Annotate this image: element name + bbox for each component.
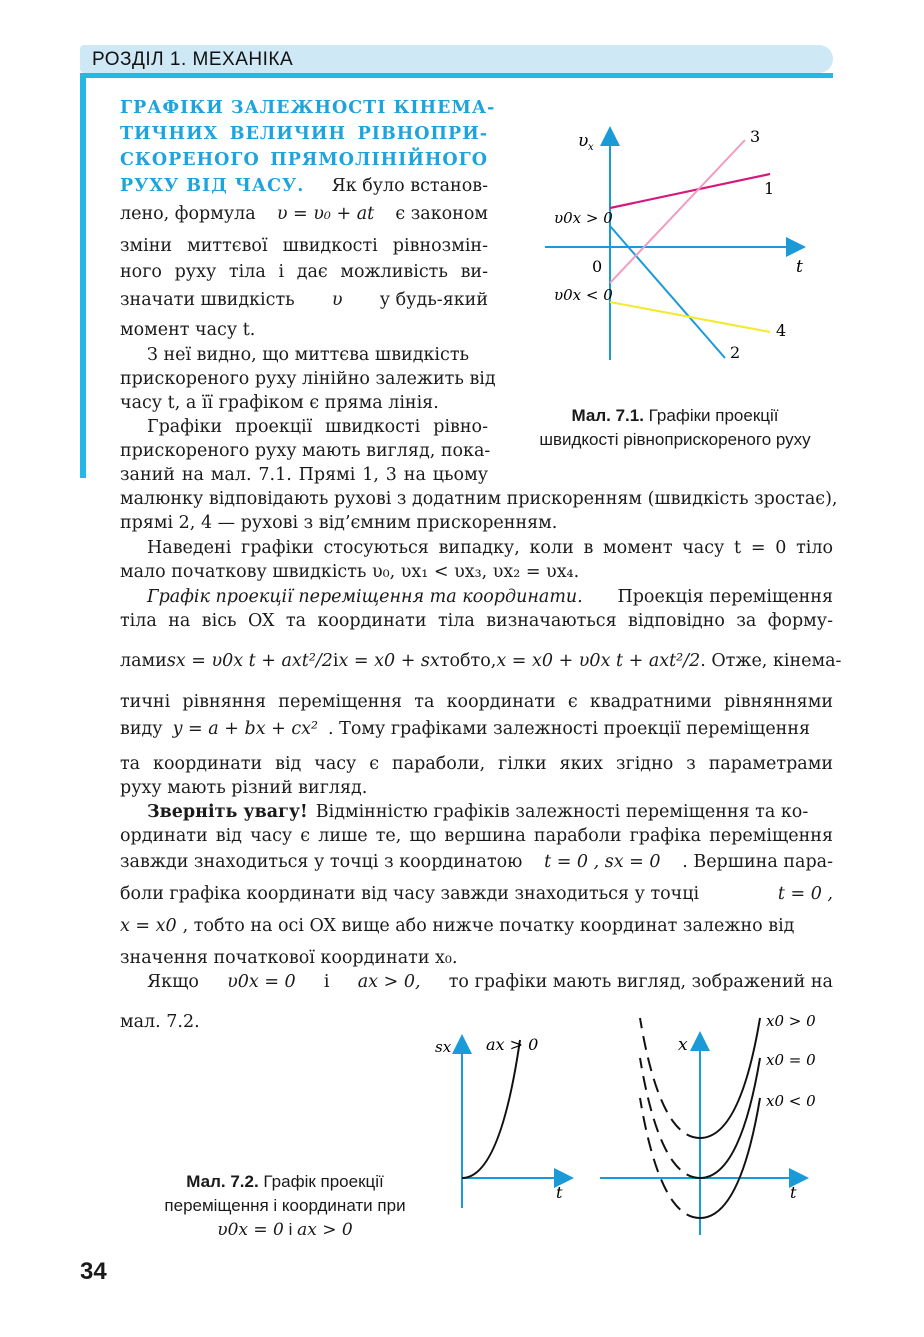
heading-line-4-title: РУХУ ВІД ЧАСУ. bbox=[120, 176, 305, 196]
para5-italic-heading: Графік проекції переміщення та координати. bbox=[147, 587, 583, 607]
para5-line-3-and: і bbox=[332, 651, 339, 671]
fig2-right-x-label: t bbox=[790, 1183, 797, 1202]
fig2-caption-line-2: переміщення і координати при bbox=[164, 1196, 406, 1215]
fig1-y-label-sub: x bbox=[588, 142, 594, 153]
para6-line-3-a: завжди знаходиться у точці з координатою bbox=[120, 852, 523, 872]
coordinate-full-formula: x = x0 + υ0x t + axt²/2 bbox=[496, 651, 701, 671]
fig1-line-3-label: 3 bbox=[750, 127, 761, 146]
fig1-origin-label: 0 bbox=[592, 257, 603, 276]
para3-line-1: Графіки проекції швидкості рівно- bbox=[147, 417, 488, 437]
para1-line-5 bbox=[120, 200, 488, 229]
fig2-label-x0-pos: x0 > 0 bbox=[766, 1012, 816, 1030]
quadratic-formula: y = a + bx + cx² bbox=[172, 719, 319, 739]
para4-line-1: Наведені графіки стосуються випадку, коли в момент часу t = 0 тіло bbox=[147, 538, 833, 558]
coordinate-formula: x = x0 + sx bbox=[338, 651, 440, 671]
para6-line-4-a: боли графіка координати від часу завжди знаходиться у точці bbox=[120, 884, 700, 904]
para3-line-2: прискореного руху мають вигляд, пока- bbox=[120, 441, 491, 461]
figure-7-1-velocity-graph bbox=[540, 120, 840, 380]
para1-line-5-b: є законом bbox=[395, 204, 488, 224]
acceleration-condition: ax > 0, bbox=[357, 972, 421, 992]
para5-line-7: руху мають різний вигляд. bbox=[120, 778, 368, 798]
para5-line-6: та координати від часу є параболи, гілки яких згідно з параметрами bbox=[120, 754, 833, 774]
figure-7-2-graphs bbox=[420, 1010, 830, 1235]
fig1-line-1 bbox=[610, 174, 770, 208]
para2-line-3: часу t, а її графіком є пряма лінія. bbox=[120, 393, 439, 413]
left-accent-bar bbox=[80, 78, 86, 478]
para5-line-3-b: тобто, bbox=[439, 651, 497, 671]
fig1-caption-line-2: швидкості рівноприскореного руху bbox=[539, 430, 811, 449]
fig2-label-x0-neg: x0 < 0 bbox=[766, 1092, 816, 1110]
para6-line-6: значення початкової координати x₀. bbox=[120, 948, 458, 968]
para3-line-3: заний на мал. 7.1. Прямі 1, 3 на цьому bbox=[120, 465, 488, 485]
fig1-caption-rest: Графіки проекції bbox=[648, 406, 779, 425]
fig2-caption-rest: Графік проекції bbox=[263, 1172, 384, 1191]
para3-line-5: прямі 2, 4 — рухові з від’ємним прискоренням. bbox=[120, 513, 558, 533]
fig1-y-label: υ bbox=[578, 131, 589, 151]
fig2-displacement-curve bbox=[462, 1040, 520, 1178]
heading-line-1: ГРАФІКИ ЗАЛЕЖНОСТІ КІНЕМА- bbox=[120, 98, 496, 118]
fig1-line-2 bbox=[610, 226, 725, 358]
para6-line-5 bbox=[120, 912, 833, 941]
para5-line-5 bbox=[120, 715, 833, 744]
para6-line-1-rest: Відмінністю графіків залежності переміщення та ко- bbox=[315, 802, 809, 822]
page-number: 34 bbox=[80, 1258, 107, 1285]
para5-line-3-a: лами bbox=[120, 651, 167, 671]
para1-line-8 bbox=[120, 286, 488, 315]
para1-line-8-a: значати швидкість bbox=[120, 290, 295, 310]
para7-line-1-a: Якщо bbox=[147, 972, 199, 992]
fig1-v-pos-label: υ0x > 0 bbox=[554, 209, 613, 227]
velocity-formula: υ = υ₀ + at bbox=[276, 204, 375, 224]
fig1-line-2-label: 2 bbox=[730, 343, 741, 362]
fig2-caption-and: і bbox=[288, 1220, 293, 1239]
para6-line-3 bbox=[120, 848, 833, 877]
para5-line-3-c: . Отже, кінема- bbox=[700, 651, 842, 671]
para7-line-1 bbox=[147, 968, 833, 997]
header-rule bbox=[80, 73, 833, 78]
para5-line-1-rest: Проекція переміщення bbox=[617, 587, 833, 607]
velocity-symbol: υ bbox=[331, 290, 343, 310]
para1-line-7: ного руху тіла і дає можливість ви- bbox=[120, 262, 488, 282]
displacement-formula: sx = υ0x t + axt²/2 bbox=[166, 651, 333, 671]
fig1-x-label: t bbox=[796, 257, 803, 277]
figure-7-1-caption bbox=[510, 404, 840, 452]
fig1-line-3 bbox=[610, 140, 745, 283]
para1-line-8-b: у будь-який bbox=[379, 290, 488, 310]
fig2-caption-cond-1: υ0x = 0 bbox=[217, 1220, 284, 1240]
fig2-curve-x0-zero-dashed bbox=[640, 1058, 700, 1178]
para5-line-4: тичні рівняння переміщення та координати є квадратними рівняннями bbox=[120, 692, 833, 712]
fig2-label-x0-zero: x0 = 0 bbox=[766, 1051, 816, 1069]
para7-line-2: мал. 7.2. bbox=[120, 1012, 200, 1032]
para1-line-5-a: лено, формула bbox=[120, 204, 256, 224]
para6-line-2: ординати від часу є лише те, що вершина параболи графіка переміщення bbox=[120, 826, 833, 846]
para1-line-6: зміни миттєвої швидкості рівнозмін- bbox=[120, 236, 488, 256]
para5-line-5-b: . Тому графіками залежності проекції переміщення bbox=[328, 719, 811, 739]
fig2-left-y-label: sx bbox=[435, 1038, 452, 1056]
vertex-time-formula: t = 0 , bbox=[777, 884, 833, 904]
para6-line-3-b: . Вершина пара- bbox=[682, 852, 833, 872]
para2-line-2: прискореного руху лінійно залежить від bbox=[120, 369, 496, 389]
vertex-displacement-formula: t = 0 , sx = 0 bbox=[544, 852, 661, 872]
fig2-left-cond: ax > 0 bbox=[486, 1035, 539, 1054]
vertex-coordinate-formula: x = x0 bbox=[120, 916, 177, 936]
initial-velocity-condition: υ0x = 0 bbox=[227, 972, 296, 992]
para6-line-5-b: , тобто на осі OX вище або нижче початку координат залежно від bbox=[182, 916, 795, 936]
para7-line-1-b: то графіки мають вигляд, зображений на bbox=[448, 972, 833, 992]
para7-line-1-and: і bbox=[323, 972, 330, 992]
fig1-line-4 bbox=[610, 302, 770, 332]
fig2-caption-cond-2: ax > 0 bbox=[297, 1220, 353, 1240]
fig2-left-x-label: t bbox=[556, 1183, 563, 1202]
note-bold-label: Зверніть увагу! bbox=[147, 802, 308, 822]
fig1-line-4-label: 4 bbox=[776, 321, 787, 340]
para5-line-3 bbox=[120, 647, 842, 676]
para4-line-2: мало початкову швидкість υ₀, υx₁ < υx₃, υx₂ = υx₄. bbox=[120, 562, 580, 582]
fig2-curve-x0-pos-dashed bbox=[640, 1018, 700, 1138]
para5-line-2: тіла на вісь OX та координати тіла визначаються відповідно за форму- bbox=[120, 611, 833, 631]
fig2-right-y-label: x bbox=[678, 1035, 688, 1055]
fig2-curve-x0-pos bbox=[700, 1018, 760, 1138]
para5-line-5-a: виду bbox=[120, 719, 163, 739]
fig2-caption-bold: Мал. 7.2. bbox=[186, 1172, 259, 1191]
para6-line-4 bbox=[120, 880, 833, 909]
heading-line-4-text: Як було встанов- bbox=[331, 176, 488, 196]
heading-line-3: СКОРЕНОГО ПРЯМОЛІНІЙНОГО bbox=[120, 150, 488, 170]
section-header-title: РОЗДІЛ 1. МЕХАНІКА bbox=[92, 49, 294, 70]
para1-line-9: момент часу t. bbox=[120, 320, 256, 340]
fig1-v-neg-label: υ0x < 0 bbox=[554, 286, 613, 304]
para3-line-4: малюнку відповідають рухові з додатним прискоренням (швидкість зростає), bbox=[120, 489, 838, 509]
heading-line-2: ТИЧНИХ ВЕЛИЧИН РІВНОПРИ- bbox=[120, 124, 488, 144]
figure-7-2-caption bbox=[130, 1170, 440, 1242]
fig2-curve-x0-neg-dashed bbox=[640, 1098, 700, 1218]
heading-line-4 bbox=[120, 172, 488, 201]
fig1-line-1-label: 1 bbox=[764, 179, 775, 198]
para2-line-1: З неї видно, що миттєва швидкість bbox=[147, 345, 470, 365]
fig1-caption-bold: Мал. 7.1. bbox=[571, 406, 644, 425]
